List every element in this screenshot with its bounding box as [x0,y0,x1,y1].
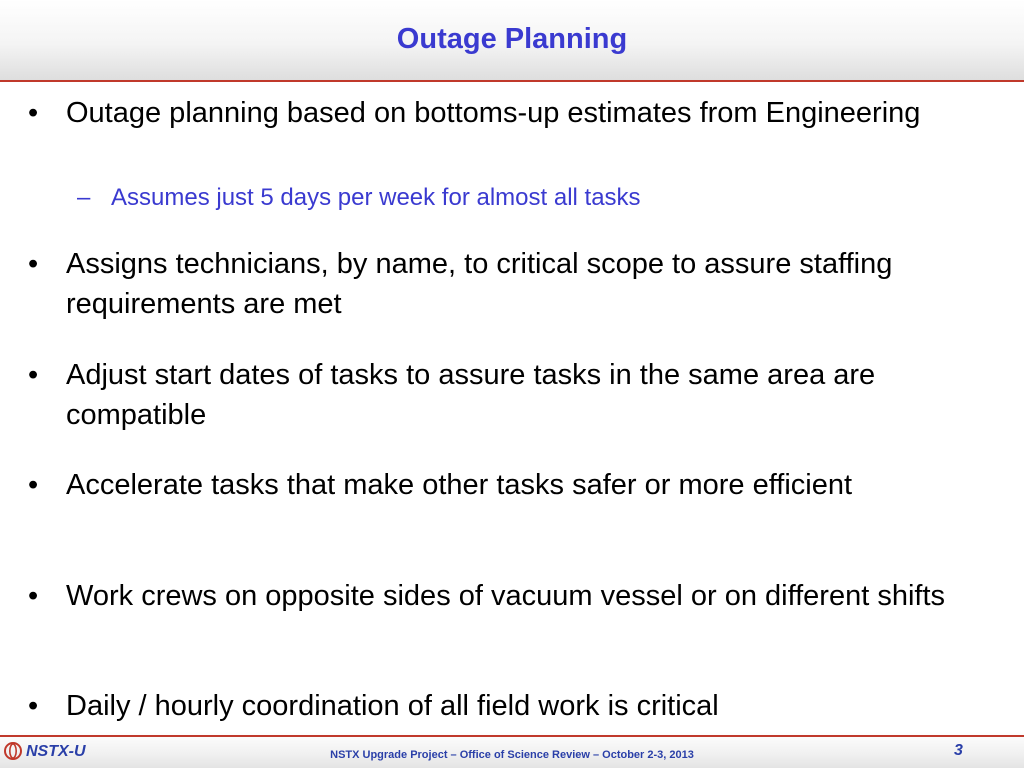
page-number: 3 [954,742,963,759]
logo-text: NSTX-U [26,743,86,760]
bullet-text: Outage planning based on bottoms-up estimates from Engineering [66,97,921,129]
bullet-marker: • [28,97,39,129]
footer-caption: NSTX Upgrade Project – Office of Science Review – October 2-3, 2013 [330,749,694,761]
bullet-marker: • [28,359,39,391]
sub-bullet-text: Assumes just 5 days per week for almost all tasks [111,184,641,211]
bullet-text: Adjust start dates of tasks to assure tasks in the same area are compatible [66,359,876,431]
bullet-marker: • [28,580,39,612]
bullet-text: Accelerate tasks that make other tasks safer or more efficient [66,469,853,501]
bullet-text: Work crews on opposite sides of vacuum vessel or on different shifts [66,580,946,612]
bullet-marker: • [28,248,39,280]
sub-bullet-marker: – [77,184,91,211]
bullet-text: Daily / hourly coordination of all field work is critical [66,690,719,722]
bullet-text: Assigns technicians, by name, to critical scope to assure staffing requirements are met [66,248,893,320]
slide-title: Outage Planning [396,23,628,55]
footer-divider [0,735,1024,737]
bullet-marker: • [28,690,39,722]
bullet-marker: • [28,469,39,501]
